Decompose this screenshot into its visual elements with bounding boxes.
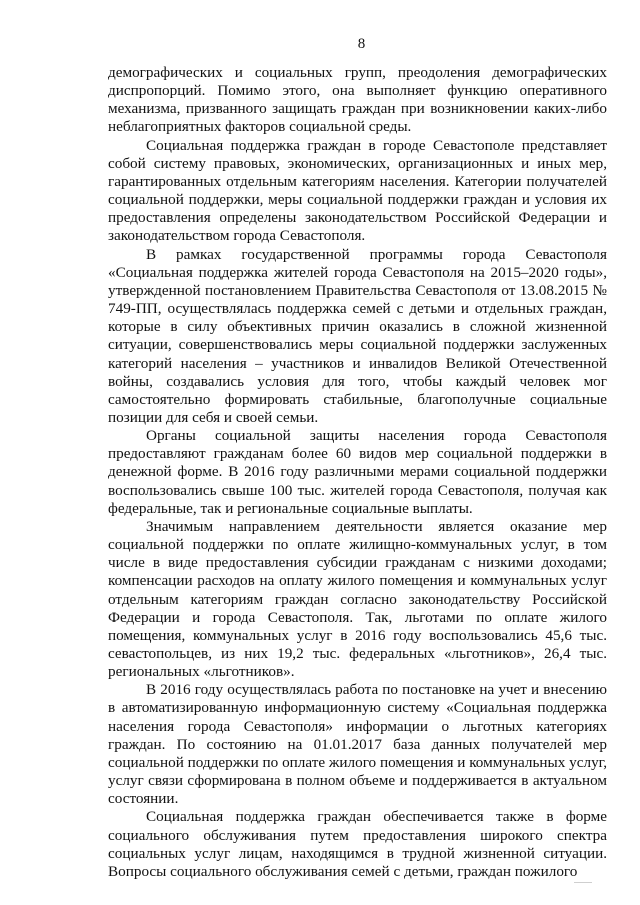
- paragraph-1: демографических и социальных групп, преодоления демографических диспропорций. Помимо этого, она выполняет функцию оперативного механизма, призванного защищать граждан при возникновении каких-либо неблагоприятных факторов социальной среды.: [108, 64, 607, 136]
- page-number: 8: [357, 36, 366, 52]
- paragraph-4: Органы социальной защиты населения города Севастополя предоставляют гражданам более 60 видов мер социальной поддержки в денежной форме. В 2016 году различными мерами социальной поддержки воспользовались свыше 100 тыс. жителей города Севастополя, получая как федеральные, так и региональные социальные выплаты.: [108, 427, 607, 517]
- scan-artifact: [574, 882, 592, 883]
- paragraph-5: Значимым направлением деятельности является оказание мер социальной поддержки по оплате жилищно-коммунальных услуг, в том числе в виде предоставления субсидии гражданам с низкими доходами; компенсации расходов на оплату жилого помещения и коммунальных услуг отдельным категориям граждан согласно законодательству Российской Федерации и города Севастополя. Так, льготами по оплате жилого помещения, коммунальных услуг в 2016 году воспользовались 45,6 тыс. севастопольцев, из них 19,2 тыс. федеральных «льготников», 26,4 тыс. региональных «льготников».: [108, 517, 607, 681]
- paragraph-2: Социальная поддержка граждан в городе Севастополе представляет собой систему правовых, экономических, организационных и иных мер, гарантированных отдельным категориям населения. Категории получателей социальной поддержки, меры социальной поддержки граждан и условия их предоставления определены законодательством Российской Федерации и законодательством города Севастополя.: [108, 136, 607, 245]
- body-text: [108, 64, 607, 881]
- paragraph-7: Социальная поддержка граждан обеспечивается также в форме социального обслуживания путем предоставления широкого спектра социальных услуг лицам, находящимся в трудной жизненной ситуации. Вопросы социального обслуживания семей с детьми, граждан пожилого: [108, 808, 607, 880]
- paragraph-3: В рамках государственной программы города Севастополя «Социальная поддержка жителей города Севастополя на 2015–2020 годы», утвержденной постановлением Правительства Севастополя от 13.08.2015 № 749-ПП, осуществлялась поддержка семей с детьми и отдельных граждан, которые в силу объективных причин оказались в сложной жизненной ситуации, совершенствовались меры социальной поддержки заслуженных категорий населения – участников и инвалидов Великой Отечественной войны, создавались условия для того, чтобы каждый человек мог самостоятельно формировать стабильные, благополучные социальные позиции для себя и своей семьи.: [108, 245, 607, 426]
- paragraph-6: В 2016 году осуществлялась работа по постановке на учет и внесению в автоматизированную информационную систему «Социальная поддержка населения города Севастополя» информации о льготных категориях граждан. По состоянию на 01.01.2017 база данных получателей мер социальной поддержки по оплате жилого помещения и коммунальных услуг, услуг связи сформирована в полном объеме и поддерживается в актуальном состоянии.: [108, 681, 607, 808]
